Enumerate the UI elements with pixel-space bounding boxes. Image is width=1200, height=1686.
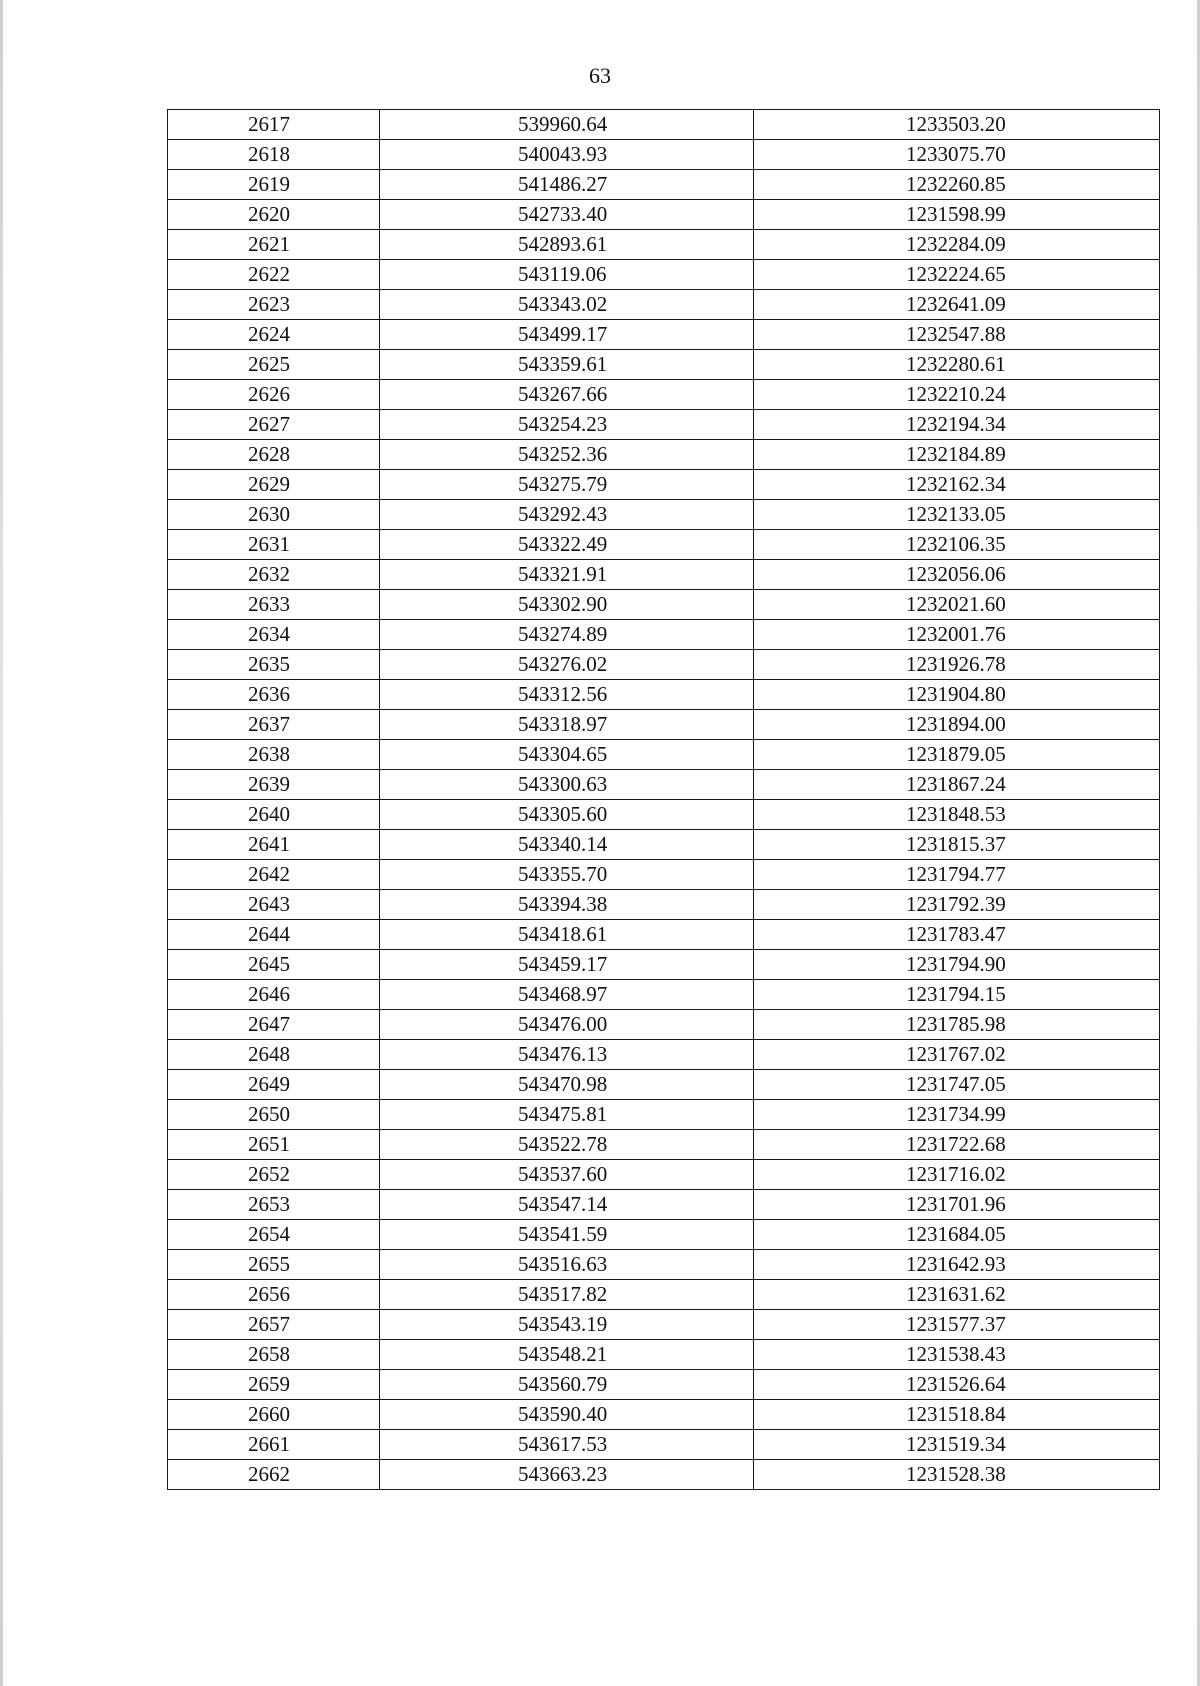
table-row	[168, 1400, 1160, 1430]
y-coordinate-cell: 1231848.53	[754, 800, 1160, 830]
table-row	[168, 860, 1160, 890]
x-coordinate-cell: 543499.17	[380, 320, 754, 350]
table-row	[168, 1310, 1160, 1340]
x-coordinate-cell: 543254.23	[380, 410, 754, 440]
y-coordinate-cell: 1231767.02	[754, 1040, 1160, 1070]
table-row	[168, 620, 1160, 650]
point-number-cell: 2618	[168, 140, 380, 170]
point-number-cell: 2625	[168, 350, 380, 380]
table-row	[168, 290, 1160, 320]
x-coordinate-cell: 543267.66	[380, 380, 754, 410]
coordinates-table-body	[168, 110, 1160, 1490]
table-row	[168, 830, 1160, 860]
table-row	[168, 440, 1160, 470]
x-coordinate-cell: 543522.78	[380, 1130, 754, 1160]
y-coordinate-cell: 1231867.24	[754, 770, 1160, 800]
point-number-cell: 2658	[168, 1340, 380, 1370]
point-number-cell: 2623	[168, 290, 380, 320]
x-coordinate-cell: 543517.82	[380, 1280, 754, 1310]
y-coordinate-cell: 1231794.90	[754, 950, 1160, 980]
table-row	[168, 200, 1160, 230]
table-row	[168, 260, 1160, 290]
table-row	[168, 1130, 1160, 1160]
x-coordinate-cell: 543560.79	[380, 1370, 754, 1400]
x-coordinate-cell: 543292.43	[380, 500, 754, 530]
table-row	[168, 890, 1160, 920]
y-coordinate-cell: 1231792.39	[754, 890, 1160, 920]
y-coordinate-cell: 1231538.43	[754, 1340, 1160, 1370]
point-number-cell: 2662	[168, 1460, 380, 1490]
y-coordinate-cell: 1232224.65	[754, 260, 1160, 290]
x-coordinate-cell: 543516.63	[380, 1250, 754, 1280]
table-row	[168, 350, 1160, 380]
table-row	[168, 1010, 1160, 1040]
y-coordinate-cell: 1232021.60	[754, 590, 1160, 620]
table-row	[168, 410, 1160, 440]
x-coordinate-cell: 543590.40	[380, 1400, 754, 1430]
x-coordinate-cell: 543394.38	[380, 890, 754, 920]
y-coordinate-cell: 1232184.89	[754, 440, 1160, 470]
table-row	[168, 530, 1160, 560]
point-number-cell: 2647	[168, 1010, 380, 1040]
point-number-cell: 2659	[168, 1370, 380, 1400]
table-row	[168, 1160, 1160, 1190]
y-coordinate-cell: 1231701.96	[754, 1190, 1160, 1220]
x-coordinate-cell: 540043.93	[380, 140, 754, 170]
table-row	[168, 590, 1160, 620]
x-coordinate-cell: 543340.14	[380, 830, 754, 860]
x-coordinate-cell: 543300.63	[380, 770, 754, 800]
table-row	[168, 950, 1160, 980]
table-row	[168, 560, 1160, 590]
x-coordinate-cell: 543359.61	[380, 350, 754, 380]
y-coordinate-cell: 1231794.77	[754, 860, 1160, 890]
x-coordinate-cell: 543537.60	[380, 1160, 754, 1190]
y-coordinate-cell: 1232547.88	[754, 320, 1160, 350]
y-coordinate-cell: 1231642.93	[754, 1250, 1160, 1280]
point-number-cell: 2627	[168, 410, 380, 440]
point-number-cell: 2650	[168, 1100, 380, 1130]
x-coordinate-cell: 541486.27	[380, 170, 754, 200]
point-number-cell: 2633	[168, 590, 380, 620]
table-row	[168, 1280, 1160, 1310]
point-number-cell: 2660	[168, 1400, 380, 1430]
table-row	[168, 1040, 1160, 1070]
point-number-cell: 2638	[168, 740, 380, 770]
x-coordinate-cell: 543663.23	[380, 1460, 754, 1490]
x-coordinate-cell: 543541.59	[380, 1220, 754, 1250]
y-coordinate-cell: 1232641.09	[754, 290, 1160, 320]
table-row	[168, 740, 1160, 770]
table-row	[168, 110, 1160, 140]
point-number-cell: 2643	[168, 890, 380, 920]
table-row	[168, 1370, 1160, 1400]
y-coordinate-cell: 1232284.09	[754, 230, 1160, 260]
x-coordinate-cell: 543274.89	[380, 620, 754, 650]
point-number-cell: 2634	[168, 620, 380, 650]
point-number-cell: 2642	[168, 860, 380, 890]
table-row	[168, 650, 1160, 680]
x-coordinate-cell: 543302.90	[380, 590, 754, 620]
y-coordinate-cell: 1231526.64	[754, 1370, 1160, 1400]
point-number-cell: 2631	[168, 530, 380, 560]
x-coordinate-cell: 543617.53	[380, 1430, 754, 1460]
table-row	[168, 680, 1160, 710]
x-coordinate-cell: 543476.13	[380, 1040, 754, 1070]
table-row	[168, 1070, 1160, 1100]
table-row	[168, 170, 1160, 200]
y-coordinate-cell: 1231815.37	[754, 830, 1160, 860]
x-coordinate-cell: 543312.56	[380, 680, 754, 710]
y-coordinate-cell: 1233075.70	[754, 140, 1160, 170]
point-number-cell: 2620	[168, 200, 380, 230]
x-coordinate-cell: 543543.19	[380, 1310, 754, 1340]
table-row	[168, 770, 1160, 800]
point-number-cell: 2637	[168, 710, 380, 740]
table-row	[168, 1340, 1160, 1370]
x-coordinate-cell: 543548.21	[380, 1340, 754, 1370]
point-number-cell: 2628	[168, 440, 380, 470]
x-coordinate-cell: 543322.49	[380, 530, 754, 560]
point-number-cell: 2617	[168, 110, 380, 140]
coordinates-table	[167, 109, 1160, 1490]
y-coordinate-cell: 1231528.38	[754, 1460, 1160, 1490]
x-coordinate-cell: 543119.06	[380, 260, 754, 290]
point-number-cell: 2624	[168, 320, 380, 350]
y-coordinate-cell: 1231785.98	[754, 1010, 1160, 1040]
y-coordinate-cell: 1231879.05	[754, 740, 1160, 770]
point-number-cell: 2654	[168, 1220, 380, 1250]
table-row	[168, 470, 1160, 500]
y-coordinate-cell: 1231598.99	[754, 200, 1160, 230]
y-coordinate-cell: 1231747.05	[754, 1070, 1160, 1100]
table-row	[168, 800, 1160, 830]
x-coordinate-cell: 543547.14	[380, 1190, 754, 1220]
x-coordinate-cell: 543355.70	[380, 860, 754, 890]
x-coordinate-cell: 543276.02	[380, 650, 754, 680]
table-row	[168, 980, 1160, 1010]
y-coordinate-cell: 1231519.34	[754, 1430, 1160, 1460]
table-row	[168, 710, 1160, 740]
y-coordinate-cell: 1231734.99	[754, 1100, 1160, 1130]
point-number-cell: 2644	[168, 920, 380, 950]
point-number-cell: 2651	[168, 1130, 380, 1160]
y-coordinate-cell: 1231631.62	[754, 1280, 1160, 1310]
point-number-cell: 2630	[168, 500, 380, 530]
point-number-cell: 2657	[168, 1310, 380, 1340]
x-coordinate-cell: 543252.36	[380, 440, 754, 470]
point-number-cell: 2649	[168, 1070, 380, 1100]
x-coordinate-cell: 543468.97	[380, 980, 754, 1010]
x-coordinate-cell: 543275.79	[380, 470, 754, 500]
table-row	[168, 920, 1160, 950]
y-coordinate-cell: 1233503.20	[754, 110, 1160, 140]
point-number-cell: 2652	[168, 1160, 380, 1190]
y-coordinate-cell: 1231783.47	[754, 920, 1160, 950]
y-coordinate-cell: 1231794.15	[754, 980, 1160, 1010]
x-coordinate-cell: 543459.17	[380, 950, 754, 980]
table-row	[168, 500, 1160, 530]
point-number-cell: 2656	[168, 1280, 380, 1310]
point-number-cell: 2639	[168, 770, 380, 800]
table-row	[168, 1100, 1160, 1130]
y-coordinate-cell: 1232260.85	[754, 170, 1160, 200]
y-coordinate-cell: 1231684.05	[754, 1220, 1160, 1250]
point-number-cell: 2641	[168, 830, 380, 860]
point-number-cell: 2653	[168, 1190, 380, 1220]
point-number-cell: 2621	[168, 230, 380, 260]
y-coordinate-cell: 1232194.34	[754, 410, 1160, 440]
point-number-cell: 2632	[168, 560, 380, 590]
table-row	[168, 230, 1160, 260]
point-number-cell: 2646	[168, 980, 380, 1010]
point-number-cell: 2648	[168, 1040, 380, 1070]
point-number-cell: 2645	[168, 950, 380, 980]
x-coordinate-cell: 542893.61	[380, 230, 754, 260]
point-number-cell: 2635	[168, 650, 380, 680]
point-number-cell: 2626	[168, 380, 380, 410]
y-coordinate-cell: 1231894.00	[754, 710, 1160, 740]
y-coordinate-cell: 1231577.37	[754, 1310, 1160, 1340]
scan-edge-left	[0, 0, 3, 1686]
y-coordinate-cell: 1232133.05	[754, 500, 1160, 530]
y-coordinate-cell: 1232280.61	[754, 350, 1160, 380]
table-row	[168, 1250, 1160, 1280]
y-coordinate-cell: 1231716.02	[754, 1160, 1160, 1190]
x-coordinate-cell: 542733.40	[380, 200, 754, 230]
point-number-cell: 2622	[168, 260, 380, 290]
y-coordinate-cell: 1232210.24	[754, 380, 1160, 410]
x-coordinate-cell: 543343.02	[380, 290, 754, 320]
point-number-cell: 2619	[168, 170, 380, 200]
y-coordinate-cell: 1231904.80	[754, 680, 1160, 710]
point-number-cell: 2640	[168, 800, 380, 830]
x-coordinate-cell: 543475.81	[380, 1100, 754, 1130]
point-number-cell: 2636	[168, 680, 380, 710]
table-row	[168, 1220, 1160, 1250]
x-coordinate-cell: 543418.61	[380, 920, 754, 950]
page-number: 63	[589, 63, 611, 88]
point-number-cell: 2661	[168, 1430, 380, 1460]
x-coordinate-cell: 543304.65	[380, 740, 754, 770]
point-number-cell: 2655	[168, 1250, 380, 1280]
x-coordinate-cell: 543318.97	[380, 710, 754, 740]
y-coordinate-cell: 1232106.35	[754, 530, 1160, 560]
y-coordinate-cell: 1231926.78	[754, 650, 1160, 680]
point-number-cell: 2629	[168, 470, 380, 500]
y-coordinate-cell: 1232056.06	[754, 560, 1160, 590]
table-row	[168, 1430, 1160, 1460]
y-coordinate-cell: 1231722.68	[754, 1130, 1160, 1160]
y-coordinate-cell: 1232162.34	[754, 470, 1160, 500]
y-coordinate-cell: 1231518.84	[754, 1400, 1160, 1430]
table-row	[168, 140, 1160, 170]
x-coordinate-cell: 543470.98	[380, 1070, 754, 1100]
table-row	[168, 320, 1160, 350]
table-row	[168, 1190, 1160, 1220]
y-coordinate-cell: 1232001.76	[754, 620, 1160, 650]
x-coordinate-cell: 539960.64	[380, 110, 754, 140]
table-row	[168, 380, 1160, 410]
x-coordinate-cell: 543305.60	[380, 800, 754, 830]
x-coordinate-cell: 543476.00	[380, 1010, 754, 1040]
x-coordinate-cell: 543321.91	[380, 560, 754, 590]
table-row	[168, 1460, 1160, 1490]
